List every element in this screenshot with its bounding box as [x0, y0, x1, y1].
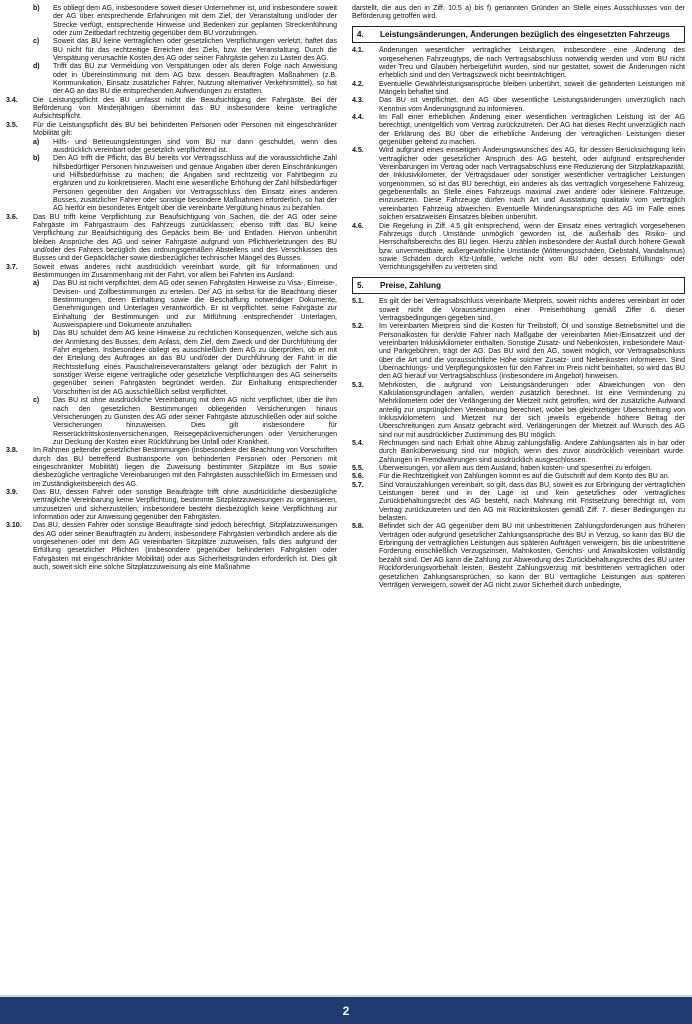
clause-3-5-b	[6, 155, 337, 213]
clause-text: Für die Rechtzeitigkeit von Zahlungen kommt es auf die Gutschrift auf dem Konto des BU an.	[379, 473, 670, 481]
clause-3-7-a	[6, 280, 337, 330]
clause-text: Das BU, dessen Fahrer oder sonstige Beauftragte trifft ohne ausdrückliche diesbezügliche vertragliche Vereinbarung keine Verpflichtung, bestimmte Sitzplatzzuweisungen zu organisieren, umzusetzen und sicherzustellen; insbesondere besteht diesbezüglich keine Verpflichtung zur Information oder zur Anweisung gegenüber den Fahrgästen.	[33, 488, 337, 521]
clause-text: Überweisungen, vor allem aus dem Ausland, haben kosten- und spesenfrei zu erfolgen.	[379, 465, 653, 473]
item-label: b)	[33, 155, 40, 163]
clause-text: Wird aufgrund eines einseitigen Änderungswunsches des AG, für dessen Berücksichtigung kein vertraglicher oder gesetzlicher Anspruch des AG besteht, oder aufgrund entsprechender Vereinbarungen im Vertrag oder nach Vertragsabschluss eine Reduzierung der Sitzplatzkapazität, der Inklusivkilometer, der Vertragsdauer oder sonstiger wesentlicher vertraglicher Leistungen vorgenommen, so ist das BU berechtigt, ein anderes als das vertraglich vorgesehene Fahrzeug, gegebenenfalls an Stelle eines Fahrzeugs maximal zwei andere oder kleinere Fahrzeuge, einzusetzen. Diese Fahrzeuge dürfen nach Art und Ausstattung qualitativ vom vertraglich vereinbarten Fahrzeug abweichen. Eventuelle Minderungsansprüche des AG im Falle eines solchen ersatzweisen Einsatzes bleiben unberührt.	[379, 147, 685, 222]
clause-3-7	[6, 264, 337, 281]
item-text: Es obliegt dem AG, insbesondere soweit dieser Unternehmer ist, und insbesondere soweit der AG über entsprechende Erfahrungen mit dem Ziel, der Veranstaltung und/oder der Strecke verfügt, entsprechende Hinweise und Bedenken zur geplanten Streckenführung oder zum Zeitbedarf rechtzeitig gegenüber dem BU vorzubringen.	[53, 5, 337, 38]
clause-text: Eventuelle Gewährleistungsansprüche bleiben unberührt, soweit die geänderten Leistungen mit Mängeln behaftet sind.	[379, 80, 685, 96]
left-column	[6, 5, 337, 572]
clause-text: Änderungen wesentlicher vertraglicher Leistungen, insbesondere eine Änderung des vorgesehenen Fahrzeugtyps, die nach Vertragsabschluss notwendig werden und vom BU nicht wider Treu und Glauben herbeigeführt wurden, sind nur gestattet, soweit die Änderungen nicht erheblich sind und den Vertragszweck nicht beeinträchtigen.	[379, 47, 685, 80]
section-heading-4	[352, 26, 685, 44]
clause-5-1	[352, 298, 685, 323]
clause-text: Rechnungen sind nach Erhalt ohne Abzug zahlungsfällig. Andere Zahlungsarten als in bar oder durch Banküberweisung sind nur möglich, wenn dies zuvor ausdrücklich vereinbart wurde. Zahlungen in Fremdwährungen sind ausdrücklich ausgeschlossen.	[379, 440, 685, 464]
footer-bar	[0, 997, 692, 1024]
clause-text: Im vereinbarten Mietpreis sind die Kosten für Treibstoff, Öl und sonstige Betriebsmittel und die Personalkosten für den/die Fahrer nach Maßgabe der vereinbarten Miet-/Einsatzzeit und der vereinbarten Inklusivkilometer enthalten. Sonstige Zusatz- und Nebenkosten, insbesondere Maut- und Parkgebühren, trägt der AG. Das BU wird den AG, soweit möglich, vor Vertragsabschluss über die Art und die voraussichtliche Höhe solcher Zusatz- und Nebenkosten informieren. Sind Übernachtungs- und Verpflegungskosten für den Fahrer im Preis nicht beinhaltet, so wird das BU den AG hierauf vor Vertragsabschluss (insbesondere im Angebot) hinweisen.	[379, 323, 685, 381]
item-label: c)	[33, 38, 40, 46]
item-text: Das BU ist nicht verpflichtet, dem AG oder seinen Fahrgästen Hinweise zu Visa-, Einreise-, Devisen- und Zollbestimmungen zu erteilen. Der AG ist selbst für die Beachtung dieser Bestimmungen, deren Einhaltung sowie die Beschaffung notwendiger Dokumente, Genehmigungen und Unterlagen verantwortlich. Er ist verpflichtet, seine Fahrgäste zur Einhaltung der Bestimmungen und zur Mitführung entsprechender Unterlagen, Ausweispapiere und Dokumente anzuhalten.	[53, 280, 337, 330]
clause-3-5	[6, 122, 337, 139]
clause-5-3	[352, 382, 685, 440]
item-text: Hilfs- und Betreuungsleistungen sind vom BU nur dann geschuldet, wenn dies ausdrücklich vereinbart oder gesetzlich verpflichtend ist.	[53, 138, 337, 154]
clause-3-10	[6, 522, 337, 572]
clause-number: 5.8.	[352, 523, 364, 531]
clause-4-5	[352, 147, 685, 222]
section-number: 5.	[357, 280, 364, 290]
clause-number: 3.10.	[6, 522, 22, 530]
clause-number: 4.4.	[352, 114, 364, 122]
clause-number: 4.6.	[352, 222, 364, 230]
item-label: b)	[33, 5, 40, 12]
clause-4-3	[352, 97, 685, 114]
clause-3-5-a	[6, 139, 337, 156]
clause-4-4	[352, 114, 685, 147]
clause-3-3-d	[6, 63, 337, 96]
item-text: Trifft das BU zur Vermeidung von Verspätungen oder als deren Folge nach Anweisung oder in Übereinstimmung mit dem AG bzw. dessen Beauftragten Maßnahmen (z.B. Kommunikation, Einsatz zusätzlicher Fahrer, Nutzung alternativer Verkehrsmittel), so hat der AG an das BU die entsprechenden Aufwendungen zu erstatten.	[53, 63, 337, 96]
section-title: Leistungsänderungen, Änderungen bezüglich des eingesetzten Fahrzeugs	[380, 29, 670, 39]
clause-text: darstellt, die aus den in Ziff. 10.5 a) bis f) genannten Gründen an Stelle eines Ausschlusses von der Beförderung getroffen wird.	[352, 5, 685, 21]
clause-3-10-continued	[352, 5, 685, 22]
clause-number: 3.6.	[6, 213, 18, 221]
clause-text: Mehrkosten, die aufgrund von Leistungsänderungen oder Abweichungen von den Kalkulationsgrundlagen anfallen, werden zusätzlich berechnet. Ist eine Verminderung zu Mehrkilometern oder der Verlängerung der Mietzeit nicht getroffen, wird der zusätzliche Aufwand anteilig zur ursprünglichen Vereinbarung berechnet, wobei bei gleichzeitiger Überschreitung von Inklusivkilometern und Mietzeit nur der sich jeweils ergebende höhere Betrag der Überschreitungen zum Ansatz gebracht wird. Verlängerungen der Mietzeit auf Wunsch des AG sind nur mit ausdrücklicher Zustimmung des BU möglich.	[379, 381, 685, 439]
clause-number: 4.1.	[352, 47, 364, 55]
clause-3-7-b	[6, 330, 337, 397]
clause-number: 4.2.	[352, 80, 364, 88]
item-text: Das BU schuldet dem AG keine Hinweise zu rechtlichen Konsequenzen, welche sich aus der Anmietung des Busses, dem Anlass, dem Ziel, dem Zweck und der Durchführung der Fahrt ergeben. Insbesondere obliegt es ausschließlich dem AG zu überprüfen, ob er mit der Erteilung des Auftrages an das BU und/oder der Durchführung der Fahrt in die Rechtsstellung eines Pauschalreiseveranstalters gelangt oder bezüglich der Fahrt in sonstiger Weise eigene vertragliche oder gesetzliche Verpflichtungen des AG seinerseits gegenüber seinen Fahrgästen begründet werden. Zur Einhaltung entsprechender Vorschriften ist der AG ausschließlich selbst verpflichtet.	[53, 330, 337, 396]
clause-number: 3.7.	[6, 263, 18, 271]
clause-number: 3.8.	[6, 447, 18, 455]
item-label: c)	[33, 397, 40, 405]
clause-number: 4.3.	[352, 97, 364, 105]
clause-text: Die Regelung in Ziff. 4.5 gilt entsprechend, wenn der Einsatz eines vertraglich vorgesehenen Fahrzeugs durch Umstände unmöglich geworden ist, die außerhalb des Risiko- und Herrschaftsbereichs des BU liegen. Hierzu zählen insbesondere der Ausfall durch höhere Gewalt bzw. unvermeidbare, außergewöhnliche Umstände (Witterungsschäden, Diebstahl, Vandalismus) sowie Schäden durch Kfz-Unfälle, welche nicht vom BU oder dessen Erfüllungs- oder Verrichtungsgehilfen zu vertreten sind.	[379, 222, 685, 272]
item-text: Das BU ist ohne ausdrückliche Vereinbarung mit dem AG nicht verpflichtet, über die ihm nach den gesetzlichen Bestimmungen obliegenden Versicherungen hinaus Versicherungen zu Gunsten des AG oder seiner Fahrgäste abzuschließen oder auf solche Versicherungen hinzuweisen. Dies gilt insbesondere für Reiserücktrittskostenversicherungen, Reisegepäckversicherungen oder Versicherungen zur Deckung der Kosten einer Rückführung bei Unfall oder Krankheit.	[53, 397, 337, 446]
item-text: Soweit das BU keine vertraglichen oder gesetzlichen Verpflichtungen verletzt, haftet das BU nicht für das rechtzeitige Erreichen des Ziels, bzw. der Veranstaltung. Durch die Verspätung verursachte Kosten des AG oder seiner Fahrgäste gehen zu Lasten des AG.	[53, 38, 337, 63]
clause-5-8	[352, 523, 685, 590]
clause-text: Das BU trifft keine Verpflichtung zur Beaufsichtigung von Sachen, die der AG oder seine Fahrgäste im Fahrgastraum des Fahrzeugs zurücklassen; ebenso trifft das BU keine Verpflichtung zur Beaufsichtigung des Gepäcks beim Be- und Entladen. Hiervon unberührt bleiben Ansprüche des AG und seiner Fahrgäste aufgrund von Pflichtverletzungen des BU und/oder des Fahrers bezüglich des ordnungsgemäßen Abstellens und des Verschlusses des Busses und der Gepäckfächer sowie diesbezüglicher technischer Mängel des Busses.	[33, 213, 337, 263]
clause-number: 5.4.	[352, 440, 364, 447]
clause-number: 5.3.	[352, 381, 364, 389]
clause-text: Das BU ist verpflichtet, den AG über wesentliche Leistungsänderungen unverzüglich nach Kenntnis vom Änderungsgrund zu informieren.	[379, 97, 685, 113]
clause-number: 5.7.	[352, 481, 364, 489]
clause-text: Für die Leistungspflicht des BU bei behinderten Personen oder Personen mit eingeschränkter Mobilität gilt:	[33, 121, 337, 138]
clause-4-1	[352, 47, 685, 80]
section-title: Preise, Zahlung	[380, 280, 441, 290]
item-label: b)	[33, 330, 40, 338]
clause-number: 3.9.	[6, 488, 18, 496]
clause-text: Die Leistungspflicht des BU umfasst nicht die Beaufsichtigung der Fahrgäste. Bei der Beförderung von Minderjährigen übernimmt das BU insbesondere keine vertragliche Aufsichtspflicht.	[33, 96, 337, 121]
clause-5-2	[352, 323, 685, 381]
clause-number: 3.5.	[6, 121, 18, 129]
clause-text: Befindet sich der AG gegenüber dem BU mit unbestrittenen Zahlungsforderungen aus früheren Verträgen oder aufgrund gesetzlicher Zahlungsansprüche des BU in Verzug, so kann das BU die Erbringung der vertraglichen Leistungen aus späteren Aufträgen verweigern, bis die unbestrittene Forderung einschließlich Verzugszinsen, Mahnkosten, Gerichts- und Anwaltskosten vollständig bezahlt sind. Der AG kann die Zahlung zur Abwendung des Zurückbehaltungsrechts des BU unter Rückforderungsvorbehalt leisten. Besteht Zahlungsverzug mit bestrittenen vertraglichen oder gesetzlichen Zahlungsansprüchen, so kann der BU vertragliche Leistungen aus späteren Verträgen verweigern, soweit der AG nicht zuvor Sicherheit durch unbedingte,	[379, 523, 685, 589]
clause-number: 5.6.	[352, 473, 364, 481]
item-label: a)	[33, 138, 40, 146]
clause-3-8	[6, 447, 337, 489]
clause-3-7-c	[6, 397, 337, 447]
clause-5-5	[352, 465, 685, 473]
right-column	[352, 5, 685, 590]
clause-5-7	[352, 482, 685, 524]
item-label: a)	[33, 280, 40, 288]
clause-text: Soweit etwas anderes nicht ausdrücklich vereinbart wurde, gilt für Informationen und Bestimmungen im Zusammenhang mit der Fahrt, vor allem bei Fahrten ins Ausland:	[33, 263, 337, 279]
clause-3-3-b	[6, 5, 337, 38]
clause-text: Im Rahmen geltender gesetzlicher Bestimmungen (insbesondere der Beachtung von Vorschriften durch das BU betreffend Bustransporte von behinderten Personen oder Personen mit eingeschränkter Mobilität) liegen die Zuweisung bestimmter Sitzplätze im Bus sowie diesbezügliche vertragliche Vereinbarungen mit den Fahrgästen ausschließlich im Ermessen und im Zuständigkeitsbereich des AG.	[33, 447, 337, 488]
clause-5-4	[352, 440, 685, 465]
clause-text: Sind Vorauszahlungen vereinbart, so gilt, dass das BU, soweit es zur Erbringung der vertraglichen Leistungen bereit und in der Lage ist und kein gesetzliches oder vertragliches Zurückbehaltungsrecht des AG besteht, nach Mahnung mit Fristsetzung berechtigt ist, vom Vertrag zurückzutreten und den AG mit Rücktrittskosten gemäß Ziff. 7. dieser Bedingungen zu belasten.	[379, 481, 685, 523]
clause-3-4	[6, 97, 337, 122]
item-label: d)	[33, 63, 40, 71]
clause-number: 5.5.	[352, 465, 364, 473]
page-number: 2	[342, 1003, 350, 1018]
section-heading-5	[352, 277, 685, 295]
clause-number: 3.4.	[6, 96, 18, 104]
section-number: 4.	[357, 29, 364, 39]
clause-number: 5.1.	[352, 298, 364, 306]
item-text: Den AG trifft die Pflicht, das BU bereits vor Vertragsschluss auf die voraussichtliche Zahl hilfsbedürftiger Personen hinzuweisen und genaue Angaben über deren Einschränkungen und Hilfsbedürfnisse zu machen; die Angaben sind rechtzeitig vor Fahrtbeginn zu ergänzen und zu konkretisieren. Macht eine wesentliche Erhöhung der Zahl hilfsbedürftiger Personen gegenüber den Angaben vor Vertragsschluss den Einsatz eines anderen Busses, zusätzlicher Fahrer oder sonstige besondere Maßnahmen erforderlich, so hat der AG hierfür ein besonderes Entgelt über die vereinbarte Vergütung hinaus zu bezahlen.	[53, 155, 337, 213]
clause-3-3-c	[6, 38, 337, 63]
clause-3-9	[6, 489, 337, 522]
clause-text: Es gilt der bei Vertragsabschluss vereinbarte Mietpreis, soweit nichts anderes vereinbart ist oder soweit nicht die Voraussetzungen einer Preiserhöhung gemäß Ziffer 6. dieser Vertragsbedingungen gegeben sind.	[379, 298, 685, 322]
clause-text: Im Fall einer erheblichen Änderung einer wesentlichen vertraglichen Leistung ist der AG berechtigt, unentgeltlich vom Vertrag zurückzutreten. Der AG hat dieses Recht unverzüglich nach der Erklärung des BU über die erhebliche Änderung der vertraglichen Leistungen dieser gegenüber geltend zu machen.	[379, 114, 685, 147]
clause-4-2	[352, 81, 685, 98]
clause-number: 5.2.	[352, 323, 364, 331]
clause-number: 4.5.	[352, 147, 364, 155]
clause-text: Das BU, dessen Fahrer oder sonstige Beauftragte sind jedoch berechtigt, Sitzplatzzuweisungen des AG oder seiner Beauftragten zu ändern, insbesondere Fahrgästen verbindlich andere als die vorgesehenen oder mit dem AG vereinbarten Sitzplätze zuzuweisen, falls dies aufgrund der Erfüllung gesetzlicher Pflichten (insbesondere gegenüber behinderten Fahrgästen oder Fahrgästen mit eingeschränkter Mobilität) oder aus Sicherheitsgründen erforderlich ist. Dies gilt auch, soweit sich eine solche Sitzplatzzuweisung als eine Maßnahme	[33, 522, 337, 572]
clause-4-6	[352, 223, 685, 273]
clause-3-6	[6, 214, 337, 264]
clause-5-6	[352, 473, 685, 481]
